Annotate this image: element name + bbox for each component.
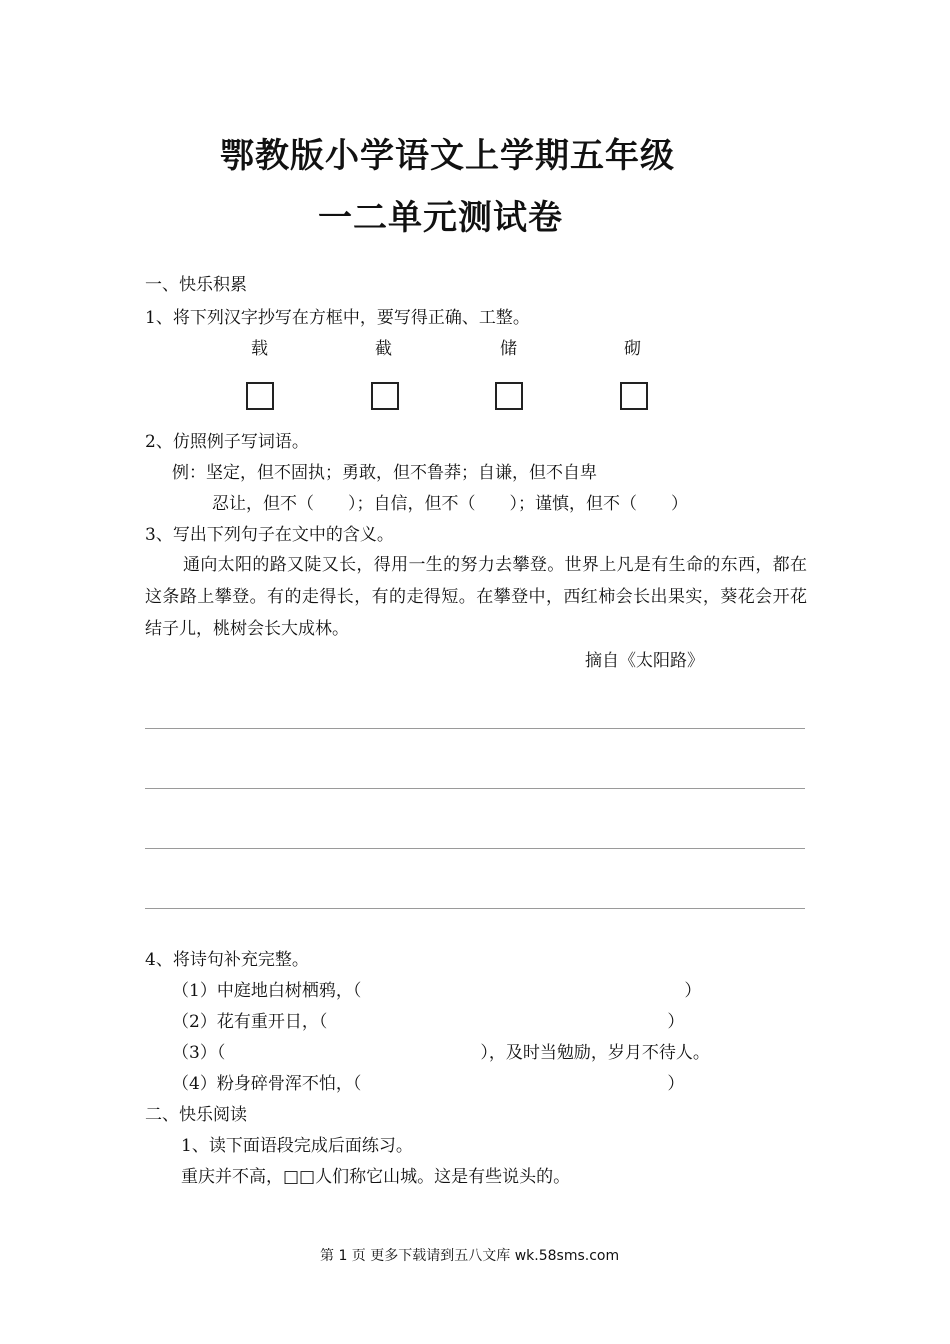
- section2-heading: 二、快乐阅读: [145, 1105, 247, 1125]
- q2-example: 例：坚定，但不固执；勇敢，但不鲁莽；自谦，但不自卑: [172, 463, 597, 483]
- q1-write-box-3[interactable]: [495, 382, 523, 410]
- q1-write-box-4[interactable]: [620, 382, 648, 410]
- q3-source: 摘自《太阳路》: [585, 651, 704, 671]
- q4-item-1: （1）中庭地白树栖鸦，（ ）: [172, 981, 702, 1001]
- q2-label: 2、仿照例子写词语。: [145, 432, 309, 452]
- section2-passage-start: 重庆并不高，□□人们称它山城。这是有些说头的。: [181, 1167, 571, 1187]
- q1-char-2: 截: [375, 339, 392, 359]
- section2-q1-label: 1、读下面语段完成后面练习。: [181, 1136, 413, 1156]
- q1-label: 1、将下列汉字抄写在方框中，要写得正确、工整。: [145, 308, 530, 328]
- q4-item-2: （2）花有重开日，（ ）: [172, 1012, 685, 1032]
- q3-passage: 通向太阳的路又陡又长，得用一生的努力去攀登。世界上凡是有生命的东西，都在这条路上攀登。有的走得长，有的走得短。在攀登中，西红柿会长出果实，葵花会开花结子儿，桃树会长大成林。: [145, 555, 807, 639]
- q4-item-3: （3）（ ），及时当勉励，岁月不待人。: [172, 1043, 710, 1063]
- q1-write-box-1[interactable]: [246, 382, 274, 410]
- answer-line-1[interactable]: [145, 728, 805, 729]
- q2-exercise: 忍让，但不（ ）；自信，但不（ ）；谨慎，但不（ ）: [212, 494, 688, 514]
- page-title-line1: 鄂教版小学语文上学期五年级: [220, 136, 675, 176]
- q4-label: 4、将诗句补充完整。: [145, 950, 309, 970]
- q1-char-3: 储: [500, 339, 517, 359]
- answer-line-3[interactable]: [145, 848, 805, 849]
- section1-heading: 一、快乐积累: [145, 275, 247, 295]
- q1-write-box-2[interactable]: [371, 382, 399, 410]
- q1-char-1: 载: [251, 339, 268, 359]
- page-footer: 第 1 页 更多下载请到五八文库 wk.58sms.com: [320, 1248, 620, 1264]
- answer-line-4[interactable]: [145, 908, 805, 909]
- page-title-line2: 一二单元测试卷: [318, 198, 563, 238]
- q3-label: 3、写出下列句子在文中的含义。: [145, 525, 394, 545]
- answer-line-2[interactable]: [145, 788, 805, 789]
- q1-char-4: 砌: [624, 339, 641, 359]
- q4-item-4: （4）粉身碎骨浑不怕，（ ）: [172, 1074, 685, 1094]
